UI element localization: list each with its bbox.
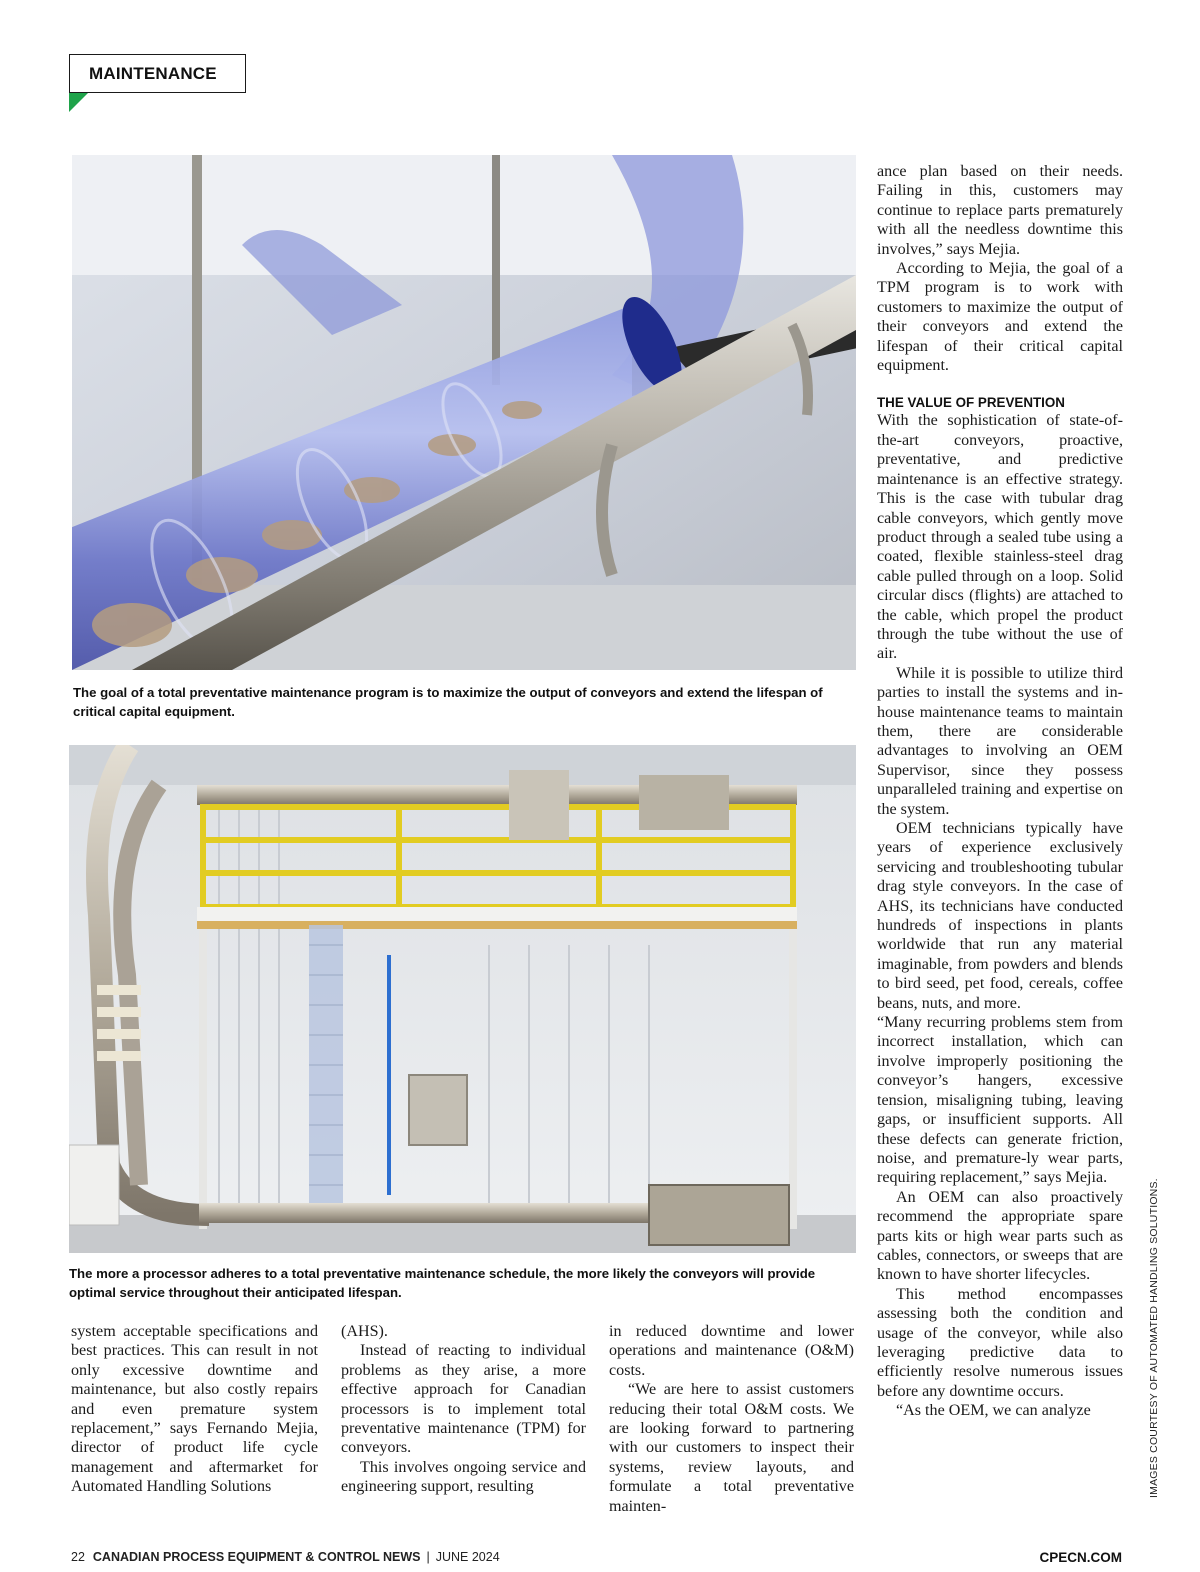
section-subhead: THE VALUE OF PREVENTION <box>877 395 1065 411</box>
conveyor-installation-photo <box>69 745 856 1253</box>
body-paragraph: (AHS). <box>341 1323 388 1340</box>
footer-separator: | <box>426 1550 430 1564</box>
page-number: 22 <box>71 1550 85 1564</box>
section-tag <box>69 54 246 93</box>
body-paragraph: OEM technicians typically have years of experience exclusively servicing and troubleshooting tubular drag style conveyors. In the case of AHS, its technicians have conducted hundreds of inspections in plants worldwide that run any material imaginable, from powders and blends to bird seed, pet food, cereals, coffee beans, nuts, and more. <box>877 820 1123 1012</box>
body-paragraph: ance plan based on their needs. Failing in this, customers may continue to replace parts prematurely with all the needless downtime this involves,” says Mejia. <box>877 163 1123 258</box>
body-paragraph: According to Mejia, the goal of a TPM program is to work with customers to maximize the output of their conveyors and extend the lifespan of their critical capital equipment. <box>877 260 1123 375</box>
publication-name: CANADIAN PROCESS EQUIPMENT & CONTROL NEWS <box>92 1550 421 1564</box>
article-bottom-column-3 <box>609 1322 854 1516</box>
body-paragraph: While it is possible to utilize third parties to install the systems and in-house maintenance teams to maintain them, there are considerable advantages to involving an OEM Supervisor, since they possess unparalleled training and expertise on the system. <box>877 664 1123 818</box>
article-right-column <box>877 162 1123 1421</box>
article-bottom-column-2 <box>341 1322 586 1497</box>
body-paragraph: in reduced downtime and lower operations and maintenance (O&M) costs. <box>609 1323 854 1379</box>
section-label: MAINTENANCE <box>89 63 217 83</box>
article-bottom-column-1 <box>71 1322 318 1497</box>
body-paragraph: An OEM can also proactively recommend the appropriate spare parts kits or high wear parts such as cables, connectors, or sweeps that are known to have shorter lifecycles. <box>877 1188 1123 1284</box>
body-paragraph: “We are here to assist customers reducing their total O&M costs. We are looking forward to partnering with our customers to inspect their systems, review layouts, and formulate a total preventative mainten- <box>609 1381 854 1515</box>
body-paragraph: This method encompasses assessing both the condition and usage of the conveyor, while also leveraging predictive data to efficiently resolve numerous issues before any downtime occurs. <box>877 1285 1123 1400</box>
footer-folio <box>71 1550 500 1564</box>
body-paragraph: With the sophistication of state-of-the-art conveyors, proactive, preventative, and predictive maintenance is an effective strategy. This is the case with tubular drag cable conveyors, which gently move product through a sealed tube using a coated, flexible stainless-steel drag cable pulled through on a loop. Solid circular discs (flights) are attached to the cable, which propel the product through the tube without the use of air. <box>877 412 1123 663</box>
body-paragraph: “Many recurring problems stem from incorrect installation, which can involve improperly positioning the conveyor’s hangers, excessive tension, misaligning tubing, leaving gaps, or insufficient supports. All these defects can generate friction, noise, and premature-ly wear parts, requiring replacement,” says Mejia. <box>877 1014 1123 1187</box>
body-paragraph: Instead of reacting to individual problems as they arise, a more effective approach for Canadian processors is to implement total preventative maintenance (TPM) for conveyors. <box>341 1342 586 1457</box>
body-paragraph: system acceptable specifications and best practices. This can result in not only excessive downtime and maintenance, but also costly repairs and even premature system replacement,” says Fernando Mejia, director of product life cycle management and aftermarket for Automated Handling Solutions <box>71 1323 318 1496</box>
photo-caption-top: The goal of a total preventative maintenance program is to maximize the output of conveyors and extend the lifespan of critical capital equipment. <box>73 685 823 719</box>
photo-caption-bottom: The more a processor adheres to a total preventative maintenance schedule, the more likely the conveyors will provide optimal service throughout their anticipated lifespan. <box>69 1266 816 1300</box>
image-credit: IMAGES COURTESY OF AUTOMATED HANDLING SOLUTIONS. <box>1148 1178 1160 1498</box>
section-tag-flag <box>69 93 88 112</box>
body-paragraph: “As the OEM, we can analyze <box>896 1402 1091 1420</box>
website-link[interactable]: CPECN.COM <box>1039 1550 1122 1565</box>
conveyor-tube-photo <box>72 155 856 670</box>
body-paragraph: This involves ongoing service and engineering support, resulting <box>341 1458 586 1496</box>
issue-date: JUNE 2024 <box>435 1550 500 1564</box>
